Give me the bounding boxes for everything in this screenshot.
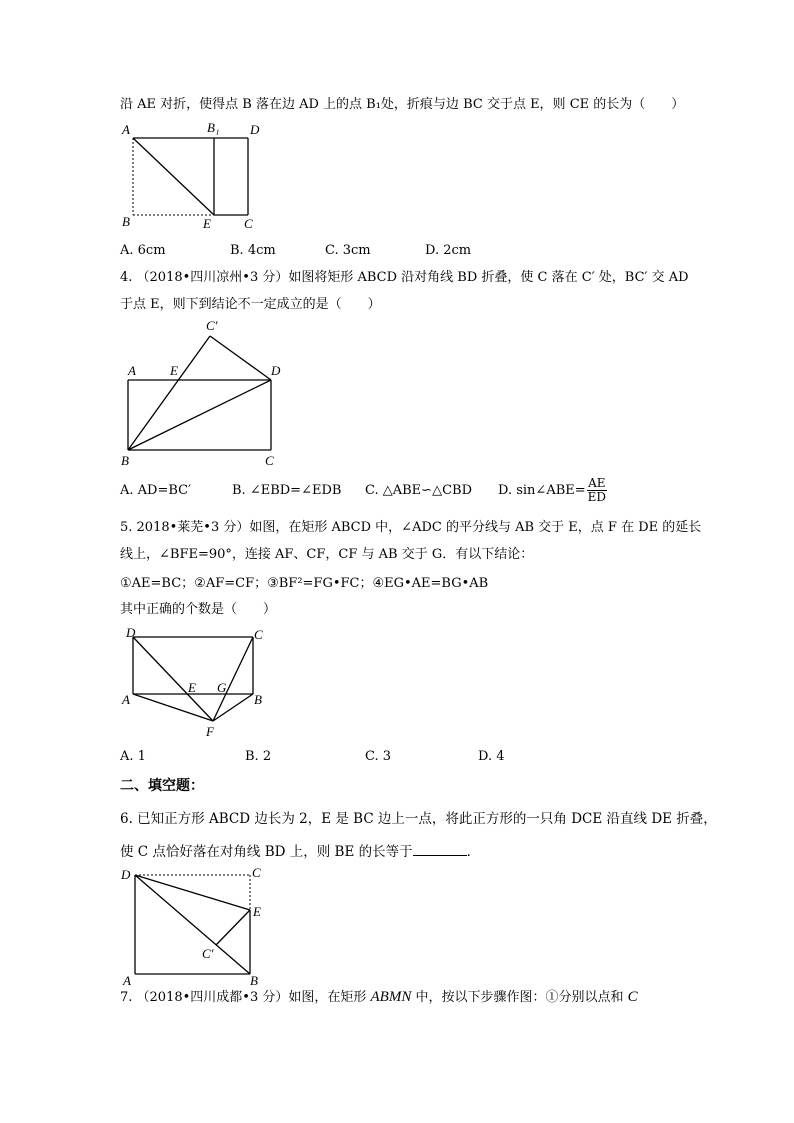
q5-label-G: G	[217, 680, 227, 695]
q5-option-a: A. 1	[120, 749, 146, 764]
q5-label-D: D	[126, 625, 136, 640]
q4-label-D: D	[271, 363, 281, 378]
q3-label-D: D	[250, 122, 260, 137]
q4-option-d-fraction	[587, 477, 607, 504]
q6-stem-text: 使 C 点恰好落在对角线 BD 上，则 BE 的长等于	[120, 844, 413, 860]
q6-stem-line2	[120, 842, 480, 861]
q6-label-C1: C′	[202, 946, 214, 961]
section-title: 二、填空题：	[120, 778, 204, 794]
q4-option-d	[498, 474, 607, 508]
q4-stem-line2: 于点 E，则下到结论不一定成立的是（ ）	[120, 297, 381, 312]
q5-option-b: B. 2	[245, 749, 272, 764]
q7-stem-text-a: 7. （2018•四川成都•3 分）如图，在矩形	[120, 990, 371, 1005]
q6-label-C: C	[252, 865, 261, 880]
q4-option-a: A. AD=BC′	[120, 483, 192, 498]
q6-label-E: E	[253, 904, 261, 919]
q7-stem-text-b: 中，按以下步骤作图：①分别以点和	[411, 990, 628, 1005]
q6-stem-line1: 6. 已知正方形 ABCD 边长为 2，E 是 BC 边上一点，将此正方形的一只角 DCE 沿直线 DE 折叠，	[120, 811, 717, 827]
q4-label-C1: C′	[206, 318, 218, 333]
q6-label-B: B	[250, 973, 258, 988]
q6-figure	[115, 862, 275, 987]
q5-stem-line2: 线上，∠BFE=90°，连接 AF、CF，CF 与 AB 交于 G．有以下结论：	[120, 547, 534, 562]
q5-figure	[115, 624, 285, 744]
q5-label-C: C	[254, 627, 263, 642]
q7-math-c: C	[627, 989, 638, 1005]
q4-figure	[115, 318, 290, 468]
q4-option-b: B. ∠EBD=∠EDB	[232, 483, 342, 498]
q5-label-E: E	[188, 680, 196, 695]
q3-figure	[115, 120, 275, 230]
q6-label-D: D	[121, 867, 131, 882]
q5-question: 其中正确的个数是（ ）	[120, 602, 277, 617]
q5-option-d: D. 4	[478, 749, 505, 764]
q5-option-c: C. 3	[365, 749, 392, 764]
q3-label-A: A	[122, 122, 130, 137]
q5-label-A: A	[122, 692, 130, 707]
q3-label-E: E	[203, 216, 211, 231]
q7-stem-line1	[120, 988, 638, 1007]
q4-label-A: A	[128, 363, 136, 378]
q4-label-E: E	[170, 363, 178, 378]
q7-math-abmn: ABMN	[370, 989, 412, 1005]
q4-label-B: B	[121, 453, 129, 468]
q5-stem-line1: 5. 2018•莱芜•3 分）如图，在矩形 ABCD 中，∠ADC 的平分线与 AB 交于 E，点 F 在 DE 的延长	[120, 520, 702, 535]
q4-option-d-text: D. sin∠ABE=	[498, 483, 586, 498]
q3-label-B: B	[122, 214, 130, 229]
q3-label-B1: B₁	[207, 120, 220, 135]
q3-option-d: D. 2cm	[425, 243, 472, 258]
q3-stem: 沿 AE 对折，使得点 B 落在边 AD 上的点 B₁处，折痕与边 BC 交于点 E，则 CE 的长为（ ）	[120, 97, 685, 112]
q3-option-a: A. 6cm	[120, 243, 166, 258]
q6-answer-blank	[413, 842, 467, 856]
q4-label-C: C	[265, 453, 274, 468]
q6-label-A: A	[123, 973, 131, 988]
q3-label-C: C	[244, 216, 253, 231]
q3-option-b: B. 4cm	[230, 243, 276, 258]
q4-stem-line1: 4. （2018•四川凉州•3 分）如图将矩形 ABCD 沿对角线 BD 折叠，使 C 落在 C′ 处，BC′ 交 AD	[120, 270, 689, 285]
q4-option-c: C. △ABE∽△CBD	[365, 483, 472, 498]
q5-label-B: B	[254, 692, 262, 707]
q5-conclusions: ①AE=BC；②AF=CF；③BF²=FG•FC；④EG•AE=BG•AB	[120, 576, 489, 591]
q4-fraction-numerator: AE	[588, 476, 606, 490]
q5-label-F: F	[206, 724, 214, 739]
q4-fraction-denominator: ED	[587, 490, 607, 504]
q6-stem-end: ．	[466, 844, 481, 860]
q3-option-c: C. 3cm	[325, 243, 371, 258]
